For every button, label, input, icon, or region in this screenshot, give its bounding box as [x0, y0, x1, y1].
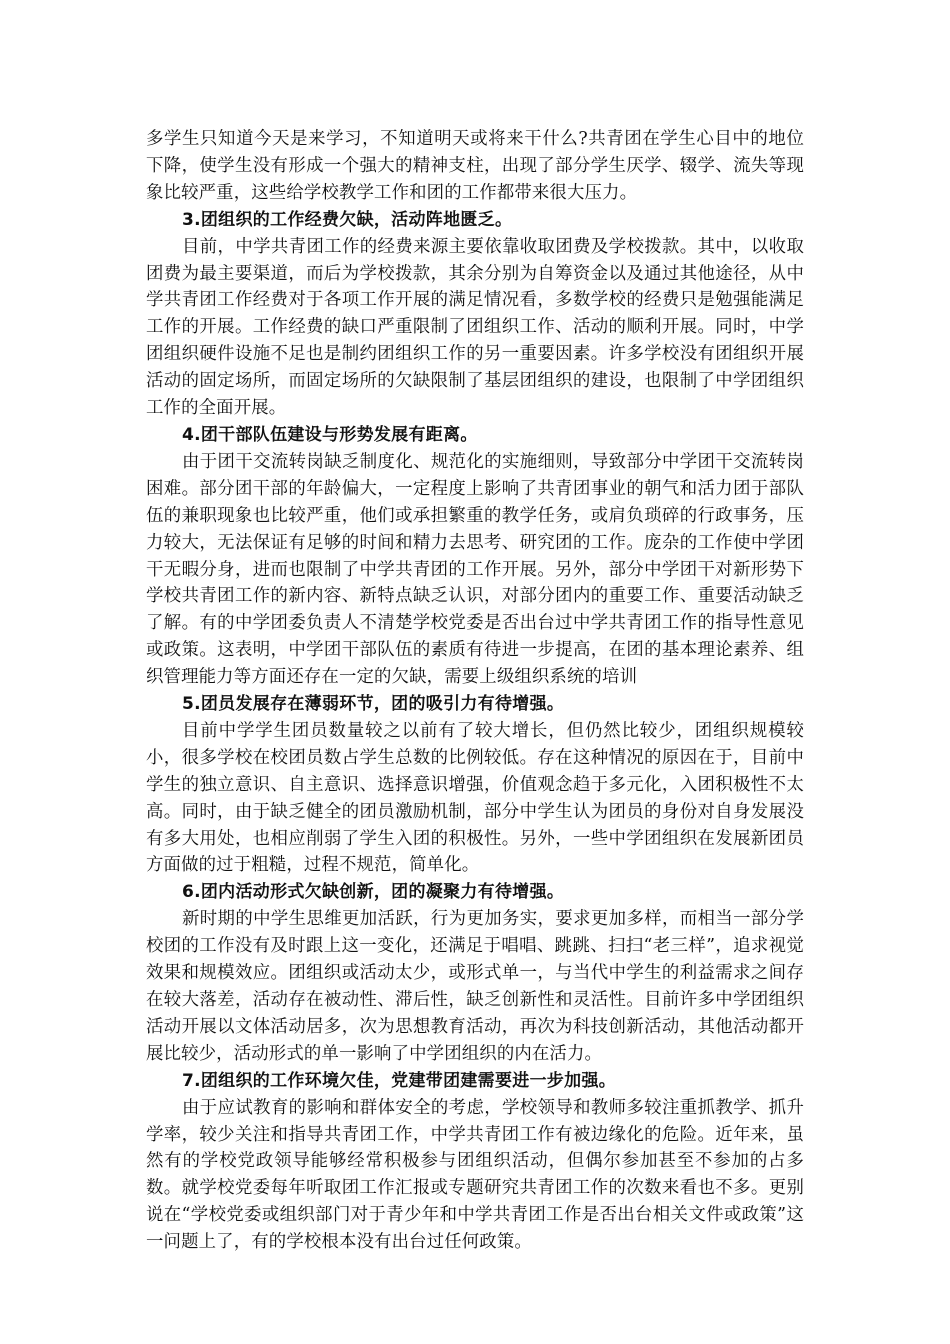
paragraph-activities: 新时期的中学生思维更加活跃，行为更加务实，要求更加多样，而相当一部分学校团的工作没有及时跟上这一变化，还满足于唱唱、跳跳、扫扫“老三样”，追求视觉效果和规模效应。团组织或活动太少，或形式单一，与当代中学生的利益需求之间存在较大落差，活动存在被动性、滞后性，缺乏创新性和灵活性。目前许多中学团组织活动开展以文体活动居多，次为思想教育活动，再次为科技创新活动，其他活动都开展比较少，活动形式的单一影响了中学团组织的内在活力。 [146, 909, 804, 1064]
paragraph-continuation: 多学生只知道今天是来学习，不知道明天或将来干什么?共青团在学生心目中的地位下降，使学生没有形成一个强大的精神支柱，出现了部分学生厌学、辍学、流失等现象比较严重，这些给学校教学工作和团的工作都带来很大压力。 [146, 129, 804, 203]
paragraph-cadre: 由于团干交流转岗缺乏制度化、规范化的实施细则，导致部分中学团干交流转岗困难。部分团干部的年龄偏大，一定程度上影响了共青团事业的朝气和活力团于部队伍的兼职现象也比较严重，他们或承担繁重的教学任务，或肩负琐碎的行政事务，压力较大，无法保证有足够的时间和精力去思考、研究团的工作。庞杂的工作使中学团干无暇分身，进而也限制了中学共青团的工作开展。另外，部分中学团干对新形势下学校共青团工作的新内容、新特点缺乏认识，对部分团内的重要工作、重要活动缺乏了解。有的中学团委负责人不清楚学校党委是否出台过中学共青团工作的指导性意见或政策。这表明，中学团干部队伍的素质有待进一步提高，在团的基本理论素养、组织管理能力等方面还存在一定的欠缺，需要上级组织系统的培训 [146, 451, 804, 688]
section-heading-3: 3.团组织的工作经费欠缺，活动阵地匮乏。 [182, 209, 513, 230]
section-heading-7: 7.团组织的工作环境欠佳，党建带团建需要进一步加强。 [182, 1070, 617, 1091]
section-heading-6: 6.团内活动形式欠缺创新，团的凝聚力有待增强。 [182, 882, 565, 903]
paragraph-funding: 目前，中学共青团工作的经费来源主要依靠收取团费及学校拨款。其中，以收取团费为最主要渠道，而后为学校拨款，其余分别为自筹资金以及通过其他途径，从中学共青团工作经费对于各项工作开展的满足情况看，多数学校的经费只是勉强能满足工作的开展。工作经费的缺口严重限制了团组织工作、活动的顺利开展。同时，中学团组织硬件设施不足也是制约团组织工作的另一重要因素。许多学校没有团组织开展活动的固定场所，而固定场所的欠缺限制了基层团组织的建设，也限制了中学团组织工作的全面开展。 [146, 236, 804, 419]
document-page [146, 126, 804, 1256]
paragraph-membership: 目前中学学生团员数量较之以前有了较大增长，但仍然比较少，团组织规模较小，很多学校在校团员数占学生总数的比例较低。存在这种情况的原因在于，目前中学生的独立意识、自主意识、选择意识增强，价值观念趋于多元化，入团积极性不太高。同时，由于缺乏健全的团员激励机制，部分中学生认为团员的身份对自身发展没有多大用处，也相应削弱了学生入团的积极性。另外，一些中学团组织在发展新团员方面做的过于粗糙，过程不规范，简单化。 [146, 720, 804, 876]
section-heading-5: 5.团员发展存在薄弱环节，团的吸引力有待增强。 [182, 694, 565, 715]
paragraph-environment: 由于应试教育的影响和群体安全的考虑，学校领导和教师多较注重抓教学、抓升学率，较少关注和指导共青团工作，中学共青团工作有被边缘化的危险。近年来，虽然有的学校党政领导能够经常积极参与团组织活动，但偶尔参加甚至不参加的占多数。就学校党委每年听取团工作汇报或专题研究共青团工作的次数来看也不多。更别说在“学校党委或组织部门对于青少年和中学共青团工作是否出台相关文件或政策”这一问题上了，有的学校根本没有出台过任何政策。 [146, 1097, 804, 1253]
section-heading-4: 4.团干部队伍建设与形势发展有距离。 [182, 424, 478, 445]
